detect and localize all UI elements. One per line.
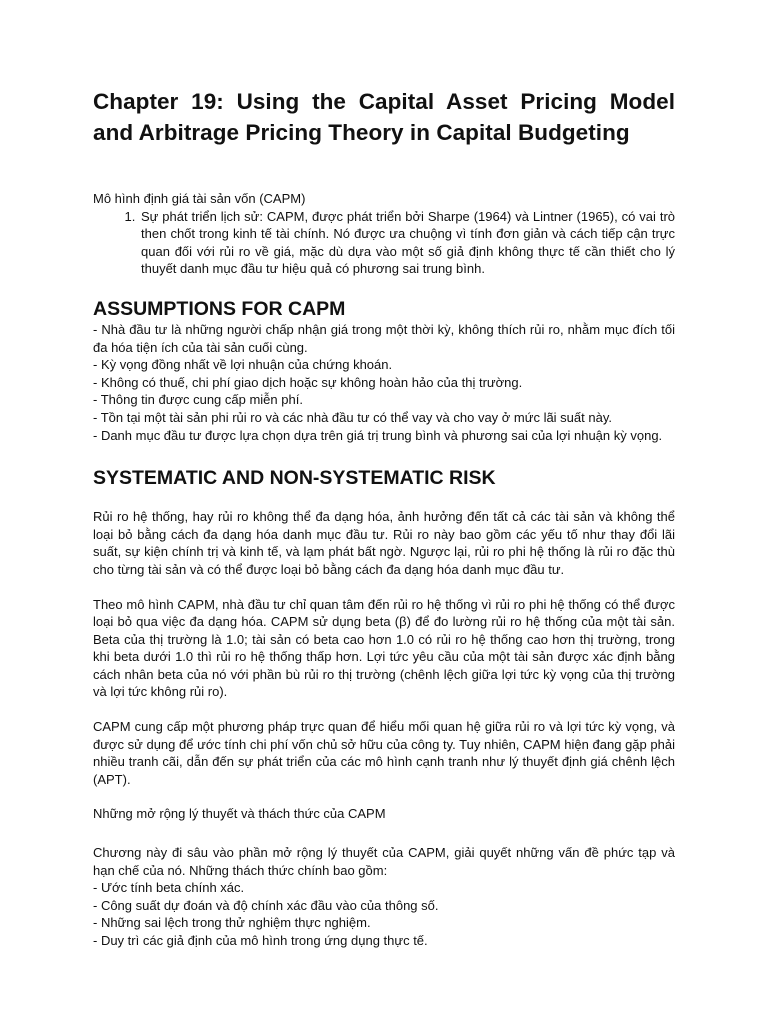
risk-paragraph-3: CAPM cung cấp một phương pháp trực quan để hiểu mối quan hệ giữa rủi ro và lợi tức kỳ vọng, và được sử dụng để ước tính chi phí vốn chủ sở hữu của công ty. Tuy nhiên, CAPM hiện đang gặp phải nhiều tranh cãi, dẫn đến sự phát triển của các mô hình cạnh tranh như lý thuyết định giá chênh lệch (APT).	[93, 719, 675, 787]
chapter-title: Chapter 19: Using the Capital Asset Pricing Model and Arbitrage Pricing Theory in Capital Budgeting	[93, 89, 675, 145]
risk-paragraph-1: Rủi ro hệ thống, hay rủi ro không thể đa dạng hóa, ảnh hưởng đến tất cả các tài sản và không thể loại bỏ bằng cách đa dạng hóa danh mục đầu tư. Rủi ro này bao gồm các yếu tố như thay đổi lãi suất, sự kiện chính trị và kinh tế, và lạm phát bất ngờ. Ngược lại, rủi ro phi hệ thống là rủi ro đặc thù cho từng tài sản và có thể được loại bỏ bằng cách đa dạng hóa danh mục đầu tư.	[93, 509, 675, 577]
risk-paragraph-4: Chương này đi sâu vào phần mở rộng lý thuyết của CAPM, giải quyết những vấn đề phức tạp và hạn chế của nó. Những thách thức chính bao gồm:	[93, 845, 675, 878]
risk-paragraph-2: Theo mô hình CAPM, nhà đầu tư chỉ quan tâm đến rủi ro hệ thống vì rủi ro phi hệ thống có thể được loại bỏ qua việc đa dạng hóa. CAPM sử dụng beta (β) để đo lường rủi ro hệ thống của một tài sản. Beta của thị trường là 1.0; tài sản có beta cao hơn 1.0 có rủi ro hệ thống cao hơn thị trường, trong khi beta dưới 1.0 thì rủi ro hệ thống thấp hơn. Lợi tức yêu cầu của một tài sản được xác định bằng cách nhân beta của nó với phần bù rủi ro thị trường (chênh lệch giữa lợi tức kỳ vọng của thị trường và lợi tức không rủi ro).	[93, 596, 675, 700]
challenge-item: - Công suất dự đoán và độ chính xác đầu vào của thông số.	[93, 897, 439, 913]
challenge-item: - Duy trì các giả định của mô hình trong ứng dụng thực tế.	[93, 933, 428, 948]
assumptions-heading: ASSUMPTIONS FOR CAPM	[93, 297, 346, 320]
assumption-item: - Tồn tại một tài sản phi rủi ro và các nhà đầu tư có thể vay và cho vay ở mức lãi suất này.	[93, 409, 612, 425]
risk-heading: SYSTEMATIC AND NON-SYSTEMATIC RISK	[93, 467, 496, 490]
challenge-item: - Ước tính beta chính xác.	[93, 880, 245, 896]
history-list-item: 1. Sự phát triển lịch sử: CAPM, được phát triển bởi Sharpe (1964) và Lintner (1965), có vai trò then chốt trong kinh tế tài chính. Nó được ưa chuộng vì tính đơn giản và cách tiếp cận trực quan đối với rủi ro về giá, mặc dù dựa vào một số giả định không thực tế cần thiết cho lý thuyết danh mục đầu tư hiệu quả có phương sai trung bình.	[139, 208, 675, 278]
challenges-list	[93, 879, 675, 949]
capm-intro-heading: Mô hình định giá tài sản vốn (CAPM)	[93, 191, 306, 206]
assumption-item: - Nhà đầu tư là những người chấp nhận giá trong một thời kỳ, không thích rủi ro, nhằm mục đích tối đa hóa tiện ích của tài sản cuối cùng.	[93, 321, 675, 355]
assumption-item: - Danh mục đầu tư được lựa chọn dựa trên giá trị trung bình và phương sai của lợi nhuận kỳ vọng.	[93, 427, 663, 443]
assumption-item: - Không có thuế, chi phí giao dịch hoặc sự không hoàn hảo của thị trường.	[93, 374, 523, 390]
document-page	[93, 86, 675, 950]
history-list	[93, 208, 675, 278]
assumptions-list	[93, 321, 675, 444]
assumption-item: - Thông tin được cung cấp miễn phí.	[93, 392, 303, 408]
challenge-item: - Những sai lệch trong thử nghiệm thực nghiệm.	[93, 915, 371, 931]
extensions-subheading: Những mở rộng lý thuyết và thách thức của CAPM	[93, 806, 386, 822]
assumption-item: - Kỳ vọng đồng nhất về lợi nhuận của chứng khoán.	[93, 357, 393, 373]
